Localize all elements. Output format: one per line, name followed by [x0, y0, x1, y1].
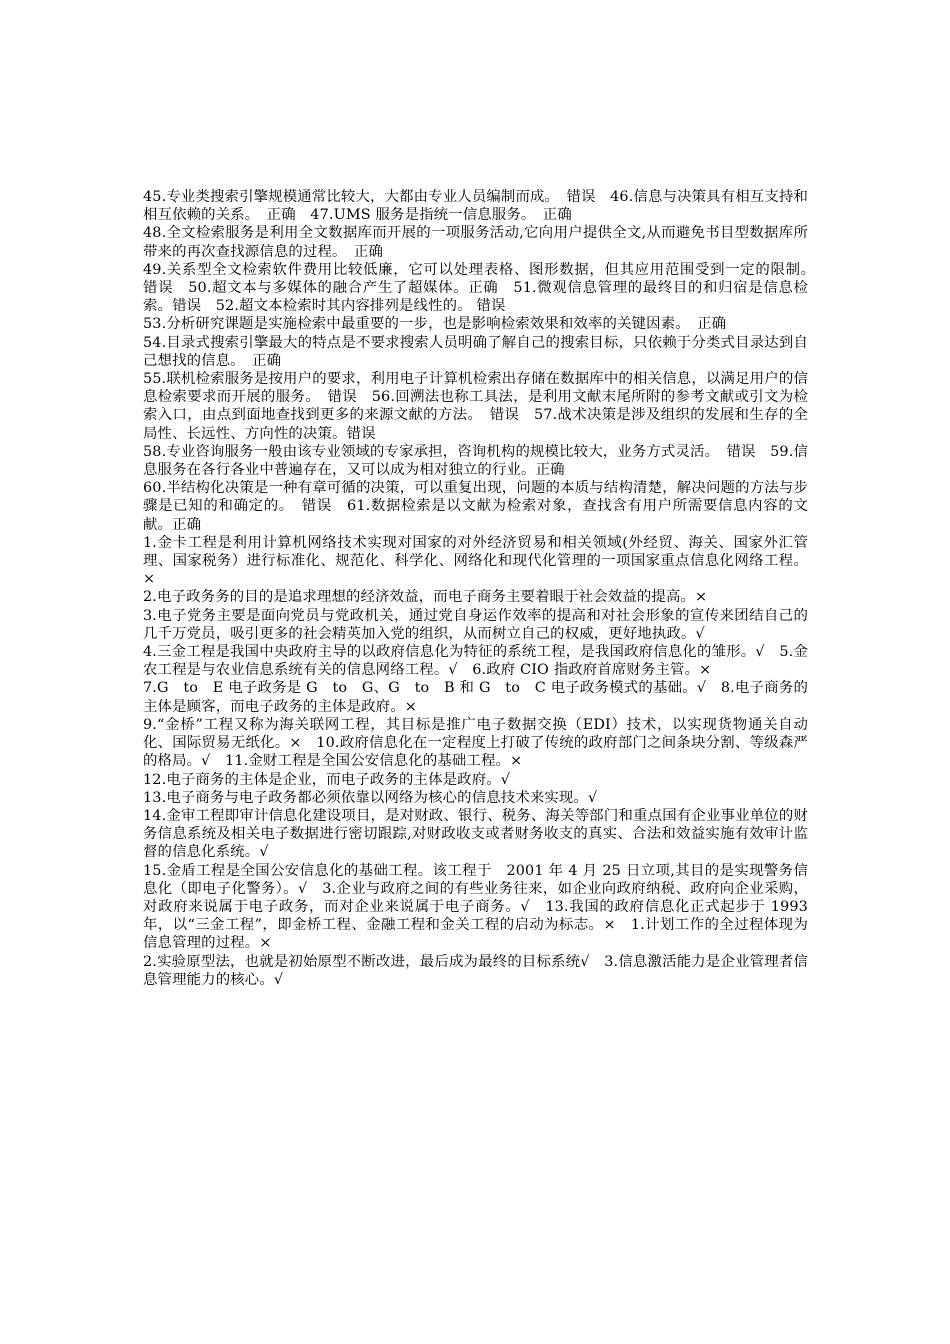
paragraph-q55-57: 55.联机检索服务是按用户的要求，利用电子计算机检索出存储在数据库中的相关信息，以满足用户的信息检索要求而开展的服务。 错误 56.回溯法也称工具法，是利用文献末尾所附的参考文献或引文为检索入口，由点到面地查找到更多的来源文献的方法。 错误 57.战术决策是涉及组织的发展和生存的全局性、长远性、方向性的决策。错误 [143, 371, 808, 442]
paragraph-egov-4-6: 4.三金工程是我国中央政府主导的以政府信息化为特征的系统工程，是我国政府信息化的雏形。√ 5.金农工程是与农业信息系统有关的信息网络工程。√ 6.政府 CIO 指政府首席财务主管。× [143, 644, 808, 679]
paragraph-q58-59: 58.专业咨询服务一般由该专业领域的专家承担，咨询机构的规模比较大，业务方式灵活。 错误 59.信息服务在各行各业中普遍存在，又可以成为相对独立的行业。正确 [143, 443, 808, 479]
paragraph-infomgmt-2-3: 2.实验原型法，也就是初始原型不断改进，最后成为最终的目标系统√ 3.信息激活能力是企业管理者信息管理能力的核心。√ [143, 953, 808, 988]
paragraph-q60-61: 60.半结构化决策是一种有章可循的决策，可以重复出现，问题的本质与结构清楚，解决问题的方法与步骤是已知的和确定的。 错误 61.数据检索是以文献为检索对象，查找含有用户所需要信息内容的文献。正确 [143, 480, 808, 533]
paragraph-egov-1: 1.金卡工程是利用计算机网络技术实现对国家的对外经济贸易和相关领域(外经贸、海关、国家外汇管理、国家税务）进行标准化、规范化、科学化、网络化和现代化管理的一项国家重点信息化网络工程。× [143, 534, 808, 588]
document-page [143, 188, 823, 989]
paragraph-q45-47: 45.专业类搜索引擎规模通常比较大，大都由专业人员编制而成。 错误 46.信息与决策具有相互支持和相互依赖的关系。 正确 47.UMS 服务是指统一信息服务。 正确 [143, 189, 808, 224]
paragraph-egov-3: 3.电子党务主要是面向党员与党政机关，通过党自身运作效率的提高和对社会形象的宣传来团结自己的几千万党员，吸引更多的社会精英加入党的组织，从而树立自己的权威，更好地执政。√ [143, 607, 808, 642]
paragraph-egov-12: 12.电子商务的主体是企业，而电子政务的主体是政府。√ [143, 771, 511, 788]
paragraph-egov-14: 14.金审工程即审计信息化建设项目，是对财政、银行、税务、海关等部门和重点国有企业事业单位的财务信息系统及相关电子数据进行密切跟踪,对财政收支或者财务收支的真实、合法和效益实施有效审计监督的信息化系统。√ [143, 807, 808, 861]
paragraph-q48: 48.全文检索服务是利用全文数据库而开展的一项服务活动,它向用户提供全文,从而避免书目型数据库所带来的再次查找源信息的过程。 正确 [143, 225, 808, 260]
paragraph-egov-9-11: 9.“金桥”工程又称为海关联网工程，其目标是推广电子数据交换（EDI）技术，以实现货物通关自动化、国际贸易无纸化。× 10.政府信息化在一定程度上打破了传统的政府部门之间条块分割、等级森严的格局。√ 11.金财工程是全国公安信息化的基础工程。× [143, 716, 808, 770]
paragraph-q53: 53.分析研究课题是实施检索中最重要的一步，也是影响检索效果和效率的关键因素。 正确 [143, 316, 727, 333]
paragraph-egov-7-8: 7.G to E 电子政务是 G to G、G to B 和 G to C 电子政务模式的基础。√ 8.电子商务的主体是顾客，而电子政务的主体是政府。× [143, 680, 808, 715]
paragraph-egov-2: 2.电子政务务的目的是追求理想的经济效益，而电子商务主要着眼于社会效益的提高。× [143, 589, 708, 606]
paragraph-egov-13: 13.电子商务与电子政务都必须依靠以网络为核心的信息技术来实现。√ [143, 789, 598, 806]
paragraph-egov-15: 15.金盾工程是全国公安信息化的基础工程。该工程于 2001 年 4 月 25 日立项,其目的是实现警务信息化（即电子化警务）。√ 3.企业与政府之间的有些业务往来，如企业向政府纳税、政府向企业采购，对政府来说属于电子政务，而对企业来说属于电子商务。√ 13.我国的政府信息化正式起步于 1993 年，以“三金工程”，即金桥工程、金融工程和金关工程的启动为标志。× 1.计划工作的全过程体现为信息管理的过程。× [143, 862, 808, 952]
paragraph-q49-52: 49.关系型全文检索软件费用比较低廉，它可以处理表格、图形数据，但其应用范围受到一定的限制。 错误 50.超文本与多媒体的融合产生了超媒体。正确 51.微观信息管理的最终目的和归宿是信息检索。错误 52.超文本检索时其内容排列是线性的。 错误 [143, 261, 823, 315]
paragraph-q54: 54.目录式搜索引擎最大的特点是不要求搜索人员明确了解自己的搜索目标，只依赖于分类式目录达到自己想找的信息。 正确 [143, 334, 808, 369]
